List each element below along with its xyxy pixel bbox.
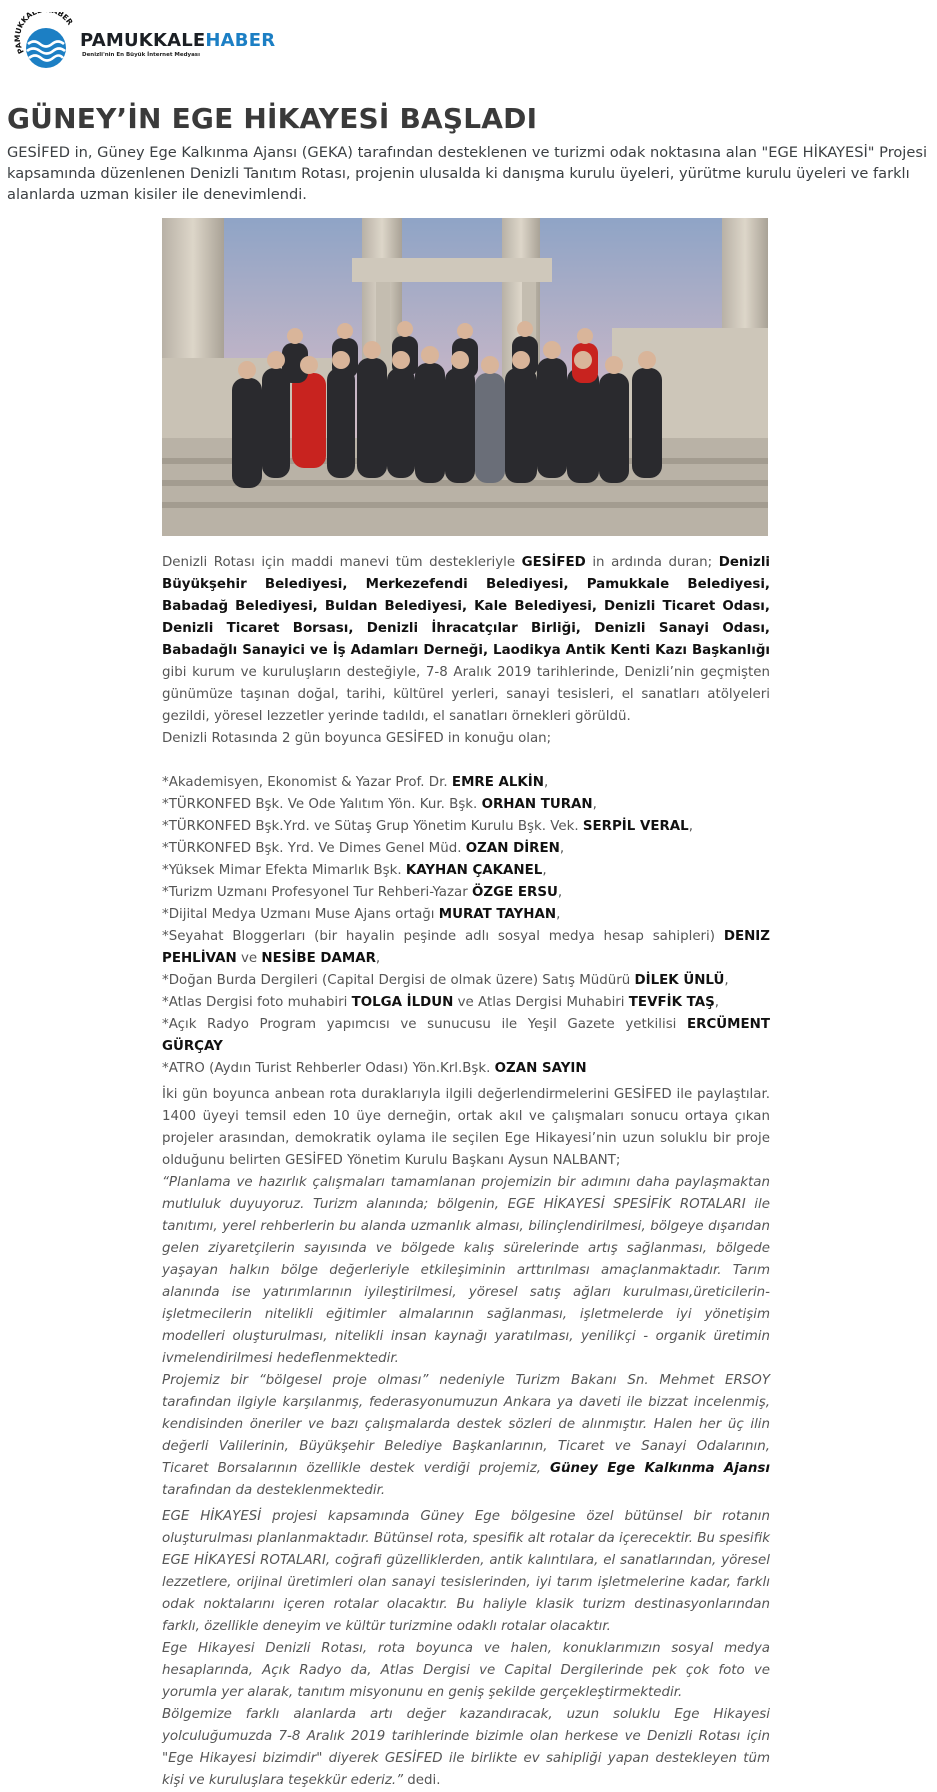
guest-title: *Akademisyen, Ekonomist & Yazar Prof. Dr. — [162, 775, 452, 790]
guest-name: DENIZ PEHLİVAN — [162, 929, 770, 966]
guest-title: *Turizm Uzmanı Profesyonel Tur Rehberi-Yazar — [162, 885, 472, 900]
quote-paragraph-1: “Planlama ve hazırlık çalışmaları tamamlanan projemizin bir adımını daha paylaşmaktan mutluluk duyuyoruz. Turizm alanında; bölgenin, EGE HİKAYESİ SPESİFİK ROTALARI ile tanıtımı, yerel rehberlerin bu alanda uzmanlık alması, bilinçlendirilmesi, bölgeye dışarıdan gelen ziyaretçilerin sayısında ve bölgede kalış sürelerinde artış sağlanması, bölgede yaşayan halkın bölge değerleriyle etkileşiminin arttırılması amaçlanmaktadır. Tarım alanında ise yatırımlarının iyileştirilmesi, yöresel satış ağları kurulması,üreticilerin-işletmecilerin nitelikli eğitimler almalarının sağlanması, işletmelerde iyi yönetişim modelleri oluşturulması, nitelikli insan kaynağı yaratılması, yenilikçi - organik üretimin ivmelendirilmesi hedeflenmektedir. — [162, 1175, 770, 1366]
guest-item — [162, 816, 770, 838]
quote-paragraph-4: Ege Hikayesi Denizli Rotası, rota boyunca ve halen, konuklarımızın sosyal medya hesaplarında, Açık Radyo da, Atlas Dergisi ve Capital Dergilerinde pek çok foto ve yorumla yer alarak, tanıtım misyonunu en geniş şekilde gerçekleştirmektedir. — [162, 1641, 770, 1700]
guest-item — [162, 970, 770, 992]
pamukkale-logo-icon[interactable] — [14, 12, 78, 76]
brand-tagline: Denizli'nin En Büyük İnternet Medyası — [82, 52, 200, 58]
guest-punct: , — [542, 863, 547, 878]
paragraph-evaluation: İki gün boyunca anbean rota duraklarıyla ilgili değerlendirmelerini GESİFED ile paylaştılar. 1400 üyeyi temsil eden 10 üye derneğin, ortak akıl ve çalışmaları sonucu ortaya çıkan projeler arasından, demokratik oylama ile seçilen Ege Hikayesi’nin uzun soluklu bir proje olduğunu belirten GESİFED Yönetim Kurulu Başkanı Aysun NALBANT; — [162, 1087, 770, 1168]
guest-name: OZAN DİREN — [465, 841, 560, 856]
guest-connector: ve — [236, 951, 262, 966]
guest-connector: ve Atlas Dergisi Muhabiri — [453, 995, 629, 1010]
text-span: dedi. — [403, 1773, 441, 1788]
guest-title: *TÜRKONFED Bşk. Ve Ode Yalıtım Yön. Kur. Bşk. — [162, 797, 482, 812]
guest-item — [162, 926, 770, 970]
brand-part-b: HABER — [205, 30, 276, 51]
group-photo — [162, 218, 768, 536]
guest-name: DİLEK ÜNLÜ — [634, 973, 725, 988]
guest-name: ERCÜMENT GÜRÇAY — [162, 1017, 770, 1054]
guest-punct: , — [724, 973, 729, 988]
guest-item — [162, 794, 770, 816]
guest-punct: , — [557, 885, 563, 900]
guest-title: *TÜRKONFED Bşk.Yrd. ve Sütaş Grup Yönetim Kurulu Bşk. Vek. — [162, 819, 583, 834]
text-span: Projemiz bir “bölgesel proje olması” nedeniyle Turizm Bakanı Sn. Mehmet ERSOY tarafından ilgiyle karşılanmış, federasyonumuzun Ankara ya daveti ile bizzat incelenmiş, kendisinden öneriler ve bazı çalışmalarda destek sözleri de alınmıştır. Halen her üç ilin değerli Valilerinin, Büyükşehir Belediye Başkanlarının, Ticaret ve Sanayi Odalarının, Ticaret Borsalarının özellikle destek verdiği projemiz, — [162, 1373, 770, 1476]
guest-name: TEVFİK TAŞ — [628, 995, 715, 1010]
guest-punct: , — [688, 819, 693, 834]
bold-orgs-list: Denizli Büyükşehir Belediyesi, Merkezefendi Belediyesi, Pamukkale Belediyesi, Babadağ Belediyesi, Buldan Belediyesi, Kale Belediyesi, Denizli Ticaret Odası, Denizli Ticaret Borsası, Denizli İhracatçılar Birliği, Denizli Sanayi Odası, Babadağlı Sanayici ve İş Adamları Derneği, Laodikya Antik Kenti Kazı Başkanlığı — [162, 555, 770, 658]
guest-punct: , — [714, 995, 719, 1010]
guest-title: *Yüksek Mimar Efekta Mimarlık Bşk. — [162, 863, 406, 878]
guest-title: *Seyahat Bloggerları (bir hayalin peşinde adlı sosyal medya hesap sahipleri) — [162, 929, 724, 944]
guest-name: SERPİL VERAL — [582, 819, 689, 834]
guest-item — [162, 772, 770, 794]
text-span: tarafından da desteklenmektedir. — [162, 1483, 386, 1498]
guest-item — [162, 992, 770, 1014]
brand-part-a: PAMUKKALE — [80, 30, 206, 51]
guest-name: EMRE ALKİN — [451, 775, 544, 790]
guest-item — [162, 838, 770, 860]
paragraph-guests-intro: Denizli Rotasında 2 gün boyunca GESİFED in konuğu olan; — [162, 731, 552, 746]
article-title: GÜNEY’İN EGE HİKAYESİ BAŞLADI — [7, 102, 538, 135]
site-header — [14, 12, 274, 76]
guest-title: *Atlas Dergisi foto muhabiri — [162, 995, 352, 1010]
guest-title: *Dijital Medya Uzmanı Muse Ajans ortağı — [162, 907, 439, 922]
quote-paragraph-2 — [162, 1370, 770, 1502]
guest-punct: , — [375, 951, 381, 966]
guest-name: KAYHAN ÇAKANEL — [405, 863, 543, 878]
guest-punct: , — [556, 907, 561, 922]
quote-paragraph-3: EGE HİKAYESİ projesi kapsamında Güney Ege bölgesine özel bütünsel bir rotanın oluşturulması planlanmaktadır. Bütünsel rota, spesifik alt rotalar da içerecektir. Bu spesifik EGE HİKAYESİ ROTALARI, coğrafi güzelliklerden, antik kalıntılara, el sanatlarından, yöresel lezzetlere, orijinal üretimleri olan sanayi tesislerinden, iyi tarım işletmelerine kadar, farklı odak noktalarını içeren rotalar olacaktır. Bu haliyle klasik turizm destinasyonlarından farklı, özellikle deneyim ve kültür turizmine odaklı rotalar olacaktır. — [162, 1509, 770, 1634]
guest-list — [162, 772, 770, 1080]
article-lead: GESİFED in, Güney Ege Kalkınma Ajansı (GEKA) tarafından desteklenen ve turizmi odak noktasına alan "EGE HİKAYESİ" Projesi kapsamında düzenlenen Denizli Tanıtım Rotası, projenin ulusalda ki danışma kurulu üyeleri, yürütme kurulu üyeleri ve farklı alanlarda uzman kisiler ile denevimlendi. — [7, 144, 927, 203]
paragraph-sponsors — [162, 552, 770, 728]
guest-punct: , — [559, 841, 565, 856]
guest-title: *Açık Radyo Program yapımcısı ve sunucusu ile Yeşil Gazete yetkilisi — [162, 1017, 688, 1032]
logo-arc-text: PA UKKAL BER — [14, 12, 75, 56]
text-span: Bölgemize farklı alanlarda artı değer kazandıracak, uzun soluklu Ege Hikayesi yolculuğumuzda 7-8 Aralık 2019 tarihlerinde bizimle olan herkese ve Denizli Rotası için "Ege Hikayesi bizimdir" diyerek GESİFED ile birlikte ev sahipliği yapan destekleyen tüm kişi ve kuruluşlara teşekkür ederiz.” — [162, 1707, 770, 1788]
guest-name: MURAT TAYHAN — [438, 907, 557, 922]
guest-item — [162, 904, 770, 926]
guest-punct: , — [543, 775, 549, 790]
quote-paragraph-5 — [162, 1704, 770, 1792]
guest-item — [162, 1014, 770, 1058]
guest-item — [162, 882, 770, 904]
text-span: in ardında duran; — [585, 555, 719, 570]
guest-name: ORHAN TURAN — [481, 797, 593, 812]
article-body — [162, 552, 770, 1792]
text-span: Denizli Rotası için maddi manevi tüm destekleriyle — [162, 555, 522, 570]
guest-title: *ATRO (Aydın Turist Rehberler Odası) Yön.Krl.Bşk. — [162, 1061, 495, 1076]
guest-name: NESİBE DAMAR — [261, 951, 376, 966]
guest-title: *TÜRKONFED Bşk. Yrd. Ve Dimes Genel Müd. — [162, 841, 466, 856]
bold-org: GESİFED — [521, 555, 586, 570]
guest-item — [162, 860, 770, 882]
guest-item — [162, 1058, 770, 1080]
brand-wordmark[interactable] — [80, 30, 275, 51]
bold-agency: Güney Ege Kalkınma Ajansı — [549, 1461, 770, 1476]
guest-name: ÖZGE ERSU — [471, 885, 558, 900]
text-span: gibi kurum ve kuruluşların desteğiyle, 7-8 Aralık 2019 tarihlerinde, Denizli’nin geçmişten günümüze taşınan doğal, tarihi, kültürel yerleri, sanayi tesisleri, el sanatları atölyeleri gezildi, yöresel lezzetler yerinde tadıldı, el sanatları örnekleri görüldü. — [162, 665, 770, 724]
guest-punct: , — [592, 797, 597, 812]
guest-name: OZAN SAYIN — [494, 1061, 587, 1076]
guest-title: *Doğan Burda Dergileri (Capital Dergisi de olmak üzere) Satış Müdürü — [162, 973, 635, 988]
guest-name: TOLGA İLDUN — [351, 995, 454, 1010]
